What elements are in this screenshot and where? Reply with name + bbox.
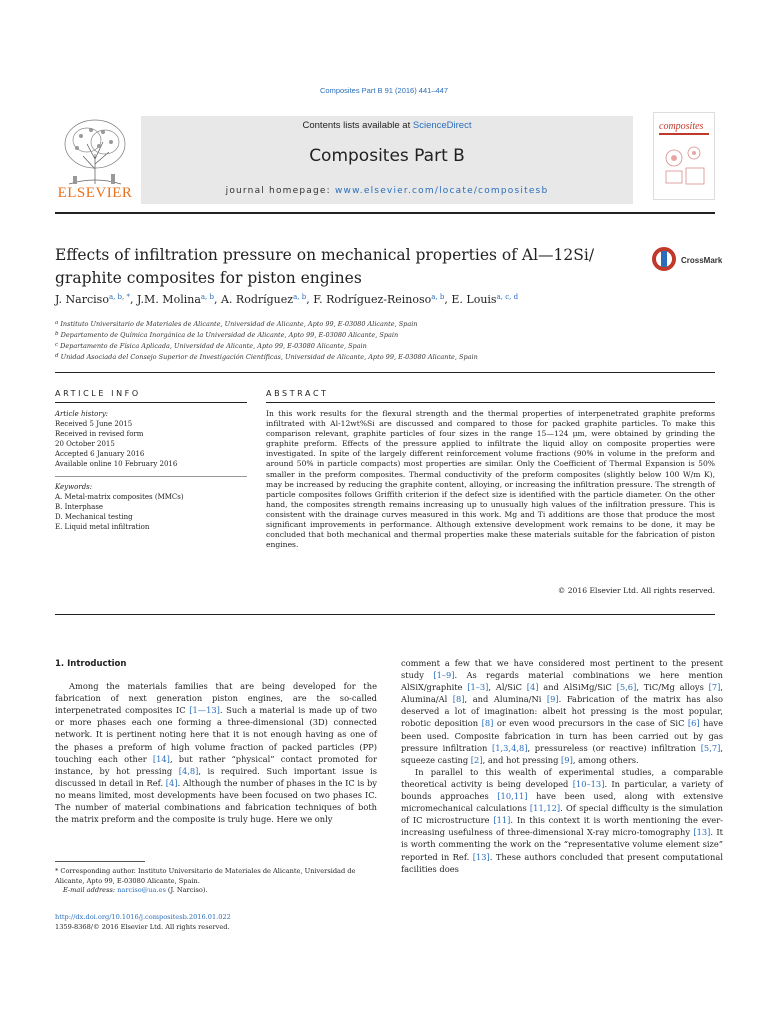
elsevier-wordmark: ELSEVIER (57, 185, 133, 201)
affiliation-mark: c (55, 342, 59, 348)
author-affiliation-marks[interactable]: a, b, * (108, 293, 130, 301)
affiliation-mark: b (55, 331, 59, 337)
citation-link[interactable]: [1–9] (433, 670, 455, 681)
article-info-panel (55, 409, 255, 532)
body-text: , but rather “physical” contact promoted for instance, by hot pressing (55, 753, 378, 776)
affiliation-mark: d (55, 353, 59, 359)
crossmark-badge[interactable] (651, 246, 731, 276)
journal-masthead (55, 112, 715, 208)
author-rodriguez-reinoso[interactable]: F. Rodríguez-Reinoso (313, 293, 432, 306)
header-rule (55, 212, 715, 214)
body-text: comment a few that we have considered most pertinent to the present study (401, 658, 723, 681)
article-info-rule (55, 402, 247, 403)
citation-link[interactable]: [5,7] (700, 742, 721, 753)
doi-block (55, 912, 377, 932)
sciencedirect-link[interactable]: ScienceDirect (412, 120, 472, 131)
author-molina[interactable]: J.M. Molina (137, 293, 201, 306)
citation-link[interactable]: [11] (493, 815, 511, 826)
masthead-center-panel (141, 116, 633, 204)
history-item: Available online 10 February 2016 (55, 460, 178, 468)
author-separator: , (130, 293, 137, 306)
author-list (55, 293, 715, 306)
body-text: . Although the number of phases in the IC is by no means limited, most developments have been focused on two phases IC. The number of material combinations and fabrication techniques of both the matrix preform and the composite is truly huge. Here we only (55, 777, 377, 825)
keyword[interactable]: B. Interphase (55, 503, 104, 511)
history-label: Article history: (55, 410, 109, 418)
body-text: , and hot pressing (482, 754, 562, 765)
body-text: . It is worth commenting the work on the “representative volume element size” reported in Ref. (401, 827, 723, 862)
body-column-left (55, 657, 377, 825)
affiliation (55, 329, 715, 340)
body-text: , squeeze casting (401, 742, 723, 765)
citation-link[interactable]: [1,3,4,8] (492, 742, 528, 753)
body-text: have been used, along with extensive micromechanical calculations (401, 791, 723, 814)
intro-paragraph-2 (401, 766, 723, 875)
citation-link[interactable]: [14] (152, 753, 170, 764)
affiliation (55, 340, 715, 351)
citation-link[interactable]: [10,11] (497, 791, 528, 802)
history-item: 20 October 2015 (55, 440, 115, 448)
citation-link[interactable]: [13] (472, 851, 490, 862)
keyword[interactable]: E. Liquid metal infiltration (55, 523, 150, 531)
affiliation-text: Departamento de Química Inorgánica de la Universidad de Alicante, Apto 99, E-03080 Alicante, Spain (60, 331, 399, 339)
crossmark-label: CrossMark (681, 256, 723, 265)
history-item: Accepted 6 January 2016 (55, 450, 145, 458)
homepage-prefix: journal homepage: (225, 186, 335, 196)
crossmark-icon (651, 246, 677, 272)
citation-link[interactable]: [13] (693, 827, 711, 838)
cover-art-icon (654, 113, 714, 199)
body-text: . As regards material combinations we here mention AlSiX/graphite (401, 670, 723, 693)
abstract-copyright: © 2016 Elsevier Ltd. All rights reserved. (557, 586, 715, 595)
journal-homepage-link[interactable]: www.elsevier.com/locate/compositesb (334, 186, 549, 196)
article-info-heading: ARTICLE INFO (55, 389, 141, 398)
abstract-rule (266, 402, 715, 403)
body-column-right (401, 657, 723, 875)
body-text: or even wood precursors in the case of SiC (493, 718, 688, 729)
abstract-text: In this work results for the flexural strength and the thermal properties of interpenetrated graphite preforms infiltrated with Al-12wt%Si are discussed and compared to those for packed graphite particles. To make this comparison relevant, graphite particles of four sizes in the range 15—124 μm, were obtained by grinding the graphite preform. Effects of the pressure applied to infiltrate the liquid alloy on composite properties were investigated. In spite of the largely different reinforcement volume fractions (90% in volume in the preform and around 50% in particle compacts) most properties are similar. Only the Coefficient of Thermal Expansion is 50% smaller in the preform composites. Thermal conductivity of the preform composites (slightly below 100 W/m K), may be increased by reducing the graphite content, alloying, or increasing the infiltration pressure. The strength of particle composites follows Griffith criterion if the defect size is identified with the particle diameter. On the other hand, the composites strength remains increasing up to unusually high values of the infiltration pressure. This is consistent with the drainage curves measured in this work. Mg and Ti additions are those that produce the most significant improvements in performance. Although extensive development work remains to be done, it may be concluded that both mechanical and thermal properties make these materials suitable for the fabrication of piston engines. (266, 409, 715, 550)
footnote (55, 867, 377, 896)
author-affiliation-marks[interactable]: a, b (431, 293, 445, 301)
affiliation (55, 351, 715, 362)
affiliation-text: Departamento de Física Aplicada, Universidad de Alicante, Apto 99, E-03080 Alicante, Spain (60, 342, 367, 350)
affiliation-text: Unidad Asociada del Consejo Superior de Investigación Científicas, Universidad de Alicante, Apto 99, E-03080 Alicante, Spain (60, 353, 478, 361)
body-text: Among the materials families that are being developed for the fabrication of next generation piston engines, are the so-called interpenetrated composites IC (55, 681, 377, 716)
author-separator: , (444, 293, 452, 306)
history-item: Received in revised form (55, 430, 144, 438)
author-affiliation-marks[interactable]: a, b (200, 293, 214, 301)
journal-reference[interactable]: Composites Part B 91 (2016) 441–447 (320, 86, 448, 95)
keywords-label: Keywords: (55, 483, 93, 491)
affiliation-text: Instituto Universitario de Materiales de Alicante, Universidad de Alicante, Apto 99, E-03080 Alicante, Spain (60, 320, 418, 328)
author-affiliation-marks[interactable]: a, c, d (496, 293, 519, 301)
keyword[interactable]: A. Metal-matrix composites (MMCs) (55, 493, 184, 501)
citation-link[interactable]: [7] (708, 682, 721, 693)
abstract-heading: ABSTRACT (266, 389, 329, 398)
affiliations (55, 318, 715, 362)
citation-link[interactable]: [4] (165, 777, 178, 788)
citation-link[interactable]: [1—13] (189, 705, 220, 716)
author-separator: , (213, 293, 221, 306)
body-text: , Al/SiC (488, 682, 527, 693)
intro-paragraph-1 (55, 680, 377, 825)
body-text: , Alumina/Al (401, 682, 723, 705)
body-text: . Fabrication of the matrix has also deserved a lot of imagination: albeit hot pressing is the most popular, robotic deposition (401, 694, 723, 729)
body-text: . These authors concluded that present computational facilities does (401, 851, 723, 874)
body-text: . Of special difficulty is the simulation of IC microstructure (401, 803, 723, 826)
doi-link[interactable]: http://dx.doi.org/10.1016/j.compositesb.2016.01.022 (55, 913, 231, 921)
journal-cover-thumbnail[interactable] (653, 112, 715, 200)
issn-line: 1359-8368/© 2016 Elsevier Ltd. All rights reserved. (55, 923, 230, 931)
author-rodriguez[interactable]: A. Rodríguez (220, 293, 294, 306)
author-affiliation-marks[interactable]: a, b (293, 293, 307, 301)
footnote-rule (55, 861, 145, 862)
body-text: , among others. (572, 754, 639, 765)
affiliation-mark: a (55, 320, 59, 326)
author-louis[interactable]: E. Louis (451, 293, 497, 306)
contents-line (141, 120, 633, 131)
body-text: have been used. Composite fabrication in turn has been carried out by gas pressure infiltration (401, 718, 724, 753)
body-text: , pressureless (or reactive) infiltration (527, 742, 701, 753)
affiliation (55, 318, 715, 329)
email-line (55, 886, 377, 896)
author-separator: , (306, 293, 314, 306)
author-narciso[interactable]: J. Narciso (55, 293, 109, 306)
abstract-bottom-rule (55, 614, 715, 615)
article-title: Effects of infiltration pressure on mechanical properties of Al—12Si/ graphite composites for piston engines (55, 246, 595, 287)
email-link[interactable]: narciso@ua.es (117, 886, 166, 895)
citation-link[interactable]: [8] (452, 694, 465, 705)
history-item: Received 5 June 2015 (55, 420, 133, 428)
keyword[interactable]: D. Mechanical testing (55, 513, 133, 521)
citation-link[interactable]: [1–3] (467, 682, 489, 693)
citation-link[interactable]: [2] (470, 754, 483, 765)
citation-link[interactable]: [8] (481, 718, 494, 729)
email-suffix: (J. Narciso). (165, 886, 208, 895)
body-text: , TiC/Mg alloys (636, 682, 709, 693)
affiliation-rule (55, 372, 715, 373)
corresponding-author-note: * Corresponding author. Instituto Universitario de Materiales de Alicante, Universidad de Alicante, Apto 99, E-03080 Alicante, Spain. (55, 867, 356, 885)
citation-link[interactable]: [6] (687, 718, 700, 729)
citation-link[interactable]: [4] (526, 682, 539, 693)
intro-paragraph-1-continued (401, 657, 723, 766)
body-text: . In this context it is worth mentioning the ever-increasing usefulness of three-dimensional X-ray micro-tomography (401, 815, 723, 838)
citation-link[interactable]: [5,6] (616, 682, 637, 693)
citation-link[interactable]: [11,12] (529, 803, 561, 814)
keywords-block (55, 476, 247, 532)
body-text: and AlSiMg/SiC (538, 682, 617, 693)
journal-title: Composites Part B (309, 146, 465, 166)
citation-link[interactable]: [4,8] (178, 765, 199, 776)
citation-link[interactable]: [10–13] (572, 778, 605, 789)
body-text: . Such a material is made up of two or more phases each one forming a three-dimensional (3D) connected network. It is pertinent noting here that it is not enough having as one of the phases a preform of high volume fraction of packed particles (PP) touching each other (55, 705, 377, 764)
body-text: . In particular, a variety of bounds approaches (401, 778, 723, 802)
cover-title-text: composites (659, 121, 704, 132)
introduction-heading: 1. Introduction (55, 659, 127, 669)
citation-link[interactable]: [9] (546, 694, 559, 705)
citation-link[interactable]: [9] (561, 754, 573, 765)
body-text: , and Alumina/Ni (464, 694, 547, 705)
body-text: , is required. Such important issue is discussed in detail in Ref. (55, 765, 377, 788)
journal-homepage-line (141, 186, 633, 196)
body-text: In parallel to this wealth of experimental studies, a comparable theoretical activity is being developed (401, 766, 723, 789)
email-label: E-mail address: (63, 886, 118, 895)
contents-prefix: Contents lists available at (302, 120, 413, 131)
